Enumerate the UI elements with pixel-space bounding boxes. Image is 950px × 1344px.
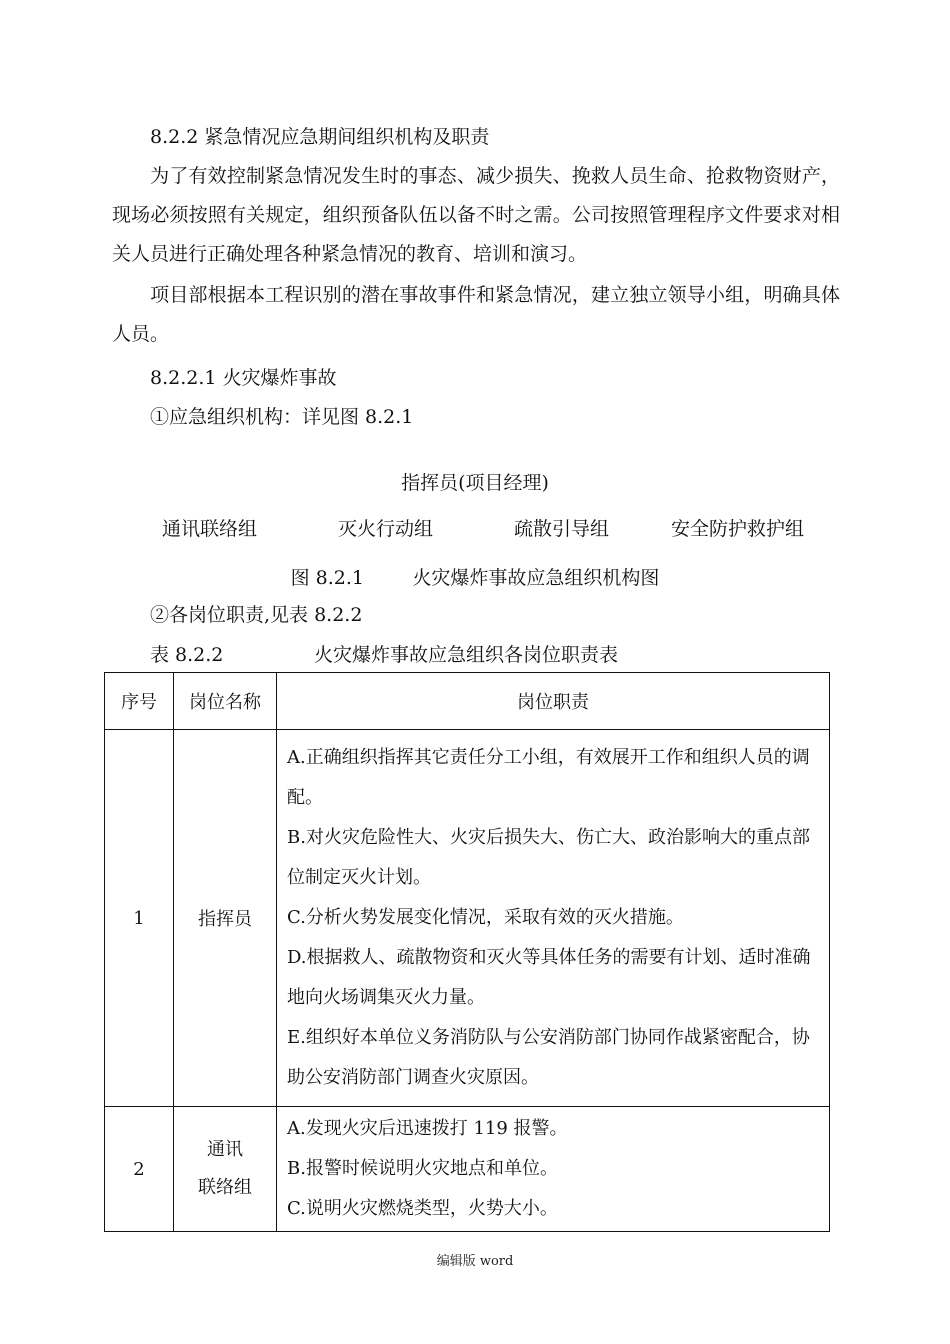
table-row: [105, 1107, 830, 1232]
org-chart-group-comms: 通讯联络组: [162, 518, 258, 540]
position-name-line: 通讯: [207, 1139, 243, 1160]
header-position-name: 岗位名称: [174, 673, 277, 730]
row-position-name: [174, 1107, 277, 1232]
org-chart-commander: 指挥员(项目经理): [401, 472, 549, 494]
header-number: 序号: [105, 673, 174, 730]
paragraph-2: [112, 276, 840, 354]
position-name-line: 联络组: [198, 1177, 252, 1198]
duties-reference: ②各岗位职责,见表 8.2.2: [150, 604, 363, 626]
duty-item: B.对火灾危险性大、火灾后损失大、伤亡大、政治影响大的重点部位制定灭火计划。: [287, 827, 810, 888]
org-chart-group-evacuation: 疏散引导组: [514, 518, 610, 540]
table-header-row: [105, 673, 830, 730]
row-number: 2: [105, 1107, 174, 1232]
org-chart-group-firefighting: 灭火行动组: [338, 518, 434, 540]
row-duties: [277, 730, 830, 1107]
row-position-name: 指挥员: [174, 730, 277, 1107]
table-caption: 表 8.2.2 火灾爆炸事故应急组织各岗位职责表: [150, 644, 618, 666]
duty-item: A.正确组织指挥其它责任分工小组，有效展开工作和组织人员的调配。: [287, 747, 810, 808]
row-duties: [277, 1107, 830, 1232]
org-structure-reference: ①应急组织机构：详见图 8.2.1: [150, 406, 414, 428]
row-number: 1: [105, 730, 174, 1107]
section-heading: 8.2.2 紧急情况应急期间组织机构及职责: [150, 126, 490, 148]
sub-heading: 8.2.2.1 火灾爆炸事故: [150, 367, 337, 389]
duties-table: [104, 672, 830, 1232]
duty-item: C.说明火灾燃烧类型，火势大小。: [287, 1198, 558, 1219]
figure-caption: 图 8.2.1 火灾爆炸事故应急组织机构图: [290, 567, 660, 589]
org-chart-group-rescue: 安全防护救护组: [671, 518, 805, 540]
duty-item: C.分析火势发展变化情况，采取有效的灭火措施。: [287, 907, 684, 928]
duty-item: E.组织好本单位义务消防队与公安消防部门协同作战紧密配合，协助公安消防部门调查火灾原因。: [287, 1027, 810, 1088]
paragraph-1: [112, 157, 840, 274]
paragraph-1-text: 为了有效控制紧急情况发生时的事态、减少损失、挽救人员生命、抢救物资财产，现场必须按照有关规定，组织预备队伍以备不时之需。公司按照管理程序文件要求对相关人员进行正确处理各种紧急情况的教育、培训和演习。: [112, 165, 840, 265]
page-footer: 编辑版 word: [436, 1254, 514, 1269]
paragraph-2-text: 项目部根据本工程识别的潜在事故事件和紧急情况，建立独立领导小组，明确具体人员。: [112, 284, 840, 345]
duty-item: B.报警时候说明火灾地点和单位。: [287, 1158, 558, 1179]
table-row: [105, 730, 830, 1107]
header-duties: 岗位职责: [277, 673, 830, 730]
duty-item: D.根据救人、疏散物资和灭火等具体任务的需要有计划、适时准确地向火场调集灭火力量。: [287, 947, 811, 1008]
duty-item: A.发现火灾后迅速拨打 119 报警。: [287, 1118, 568, 1139]
